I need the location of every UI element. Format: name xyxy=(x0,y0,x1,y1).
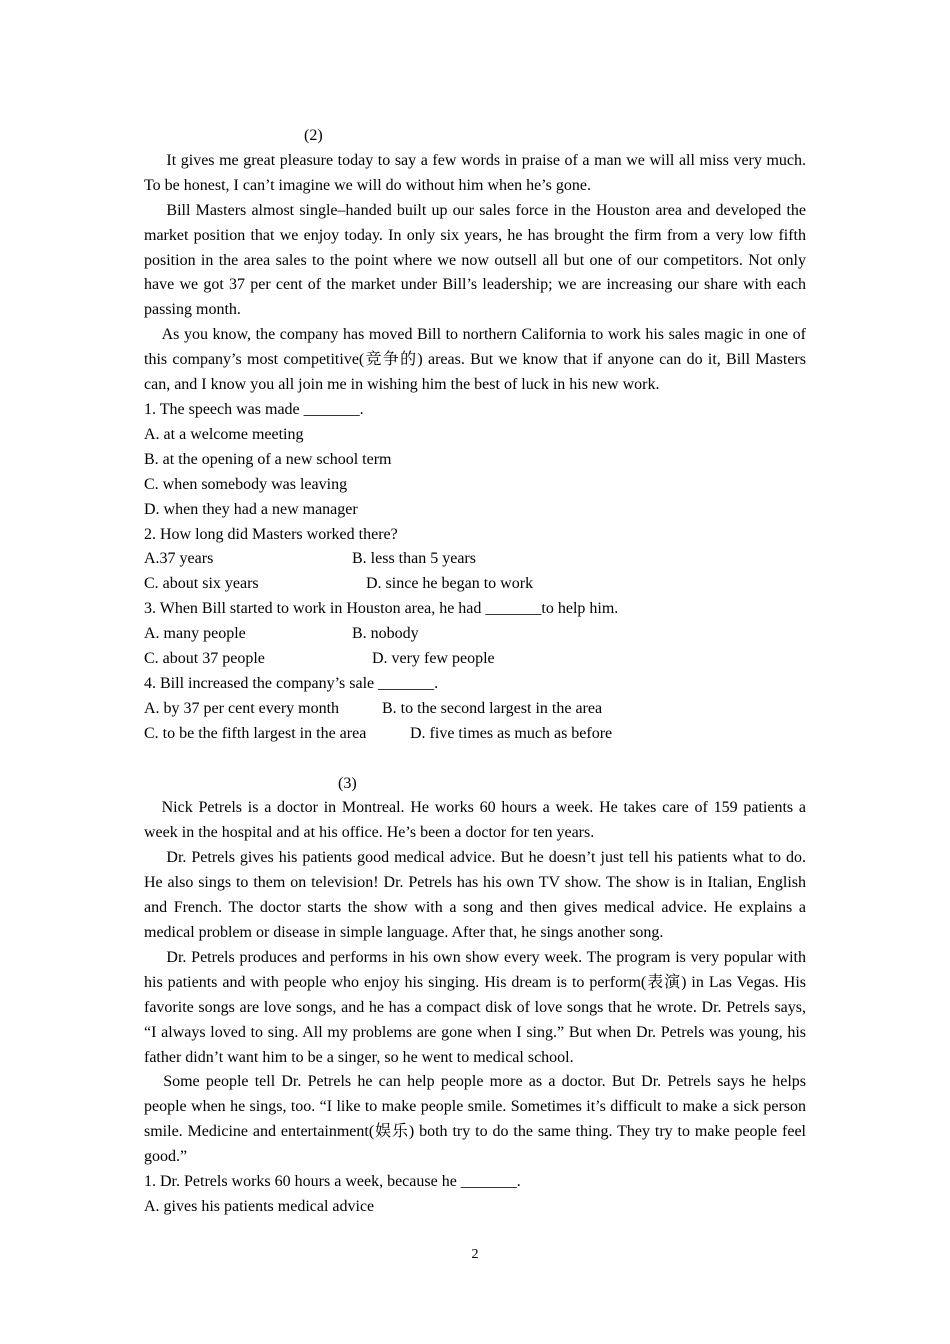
s2-q1-option-d: D. when they had a new manager xyxy=(144,500,358,518)
s2-q4-option-c: C. to be the fifth largest in the area xyxy=(144,724,367,742)
s2-q4-stem: 4. Bill increased the company’s sale _______. xyxy=(144,674,439,692)
s2-q2-options-ab xyxy=(144,547,806,572)
s2-q1-option-c: C. when somebody was leaving xyxy=(144,475,348,493)
page-content xyxy=(144,124,806,1220)
s2-q4-option-a: A. by 37 per cent every month xyxy=(144,699,340,717)
s2-paragraph-2: Bill Masters almost single–handed built up our sales force in the Houston area and developed the market position that we enjoy today. In only six years, he has brought the firm from a very low fifth position in the area sales to the point where we now outsell all but one of our competitors. Not only have we got 37 per cent of the market under Bill’s leadership; we are increasing our share with each passing month. xyxy=(144,201,806,319)
section-spacer xyxy=(144,747,806,772)
s2-q2-stem: 2. How long did Masters worked there? xyxy=(144,525,398,543)
s2-q4-options-ab xyxy=(144,697,806,722)
section-3-number: (3) xyxy=(338,774,357,792)
s2-q3-option-d: D. very few people xyxy=(372,650,495,668)
s2-q3-option-c: C. about 37 people xyxy=(144,650,265,668)
s2-q4-options-cd xyxy=(144,722,806,747)
s3-q1-stem: 1. Dr. Petrels works 60 hours a week, because he _______. xyxy=(144,1173,521,1191)
s2-q3-option-a: A. many people xyxy=(144,625,246,643)
s2-q2-option-a: A.37 years xyxy=(144,550,214,568)
section-2-number: (2) xyxy=(304,127,323,144)
s3-paragraph-4: Some people tell Dr. Petrels he can help people more as a doctor. But Dr. Petrels says he helps people when he sings, too. “I like to make people smile. Sometimes it’s difficult to make a sick person smile. Medicine and entertainment(娱乐) both try to do the same thing. They try to make people feel good.” xyxy=(144,1073,806,1166)
s3-paragraph-2: Dr. Petrels gives his patients good medical advice. But he doesn’t just tell his patients what to do. He also sings to them on television! Dr. Petrels has his own TV show. The show is in Italian, English and French. The doctor starts the show with a song and then gives medical advice. He explains a medical problem or disease in simple language. After that, he sings another song. xyxy=(144,849,806,941)
s2-q2-option-d: D. since he began to work xyxy=(366,575,534,593)
s3-q1-option-a: A. gives his patients medical advice xyxy=(144,1197,375,1215)
s3-paragraph-3: Dr. Petrels produces and performs in his own show every week. The program is very popular with his patients and with people who enjoy his singing. His dream is to perform(表演) in Las Vegas. His favorite songs are love songs, and he has a compact disk of love songs that he wrote. Dr. Petrels says, “I always loved to sing. All my problems are gone when I sing.” But when Dr. Petrels was young, his father didn’t want him to be a singer, so he went to medical school. xyxy=(144,948,806,1066)
s3-paragraph-1: Nick Petrels is a doctor in Montreal. He works 60 hours a week. He takes care of 159 patients a week in the hospital and at his office. He’s been a doctor for ten years. xyxy=(144,799,806,842)
s2-q3-options-ab xyxy=(144,622,806,647)
s2-q3-option-b: B. nobody xyxy=(352,625,419,643)
s2-q2-option-c: C. about six years xyxy=(144,575,259,593)
s2-q1-stem: 1. The speech was made _______. xyxy=(144,400,364,418)
s2-q2-option-b: B. less than 5 years xyxy=(352,550,476,568)
s2-q4-option-b: B. to the second largest in the area xyxy=(382,699,603,717)
s2-paragraph-1: It gives me great pleasure today to say a few words in praise of a man we will all miss very much. To be honest, I can’t imagine we will do without him when he’s gone. xyxy=(144,151,806,194)
s2-q3-stem: 3. When Bill started to work in Houston area, he had _______to help him. xyxy=(144,600,619,618)
s2-q1-option-b: B. at the opening of a new school term xyxy=(144,450,392,468)
s2-q4-option-d: D. five times as much as before xyxy=(410,724,613,742)
page-number: 2 xyxy=(471,1247,479,1262)
s2-q2-options-cd xyxy=(144,572,806,597)
s2-paragraph-3: As you know, the company has moved Bill to northern California to work his sales magic in one of this company’s most competitive(竞争的) areas. But we know that if anyone can do it, Bill Masters can, and I know you all join me in wishing him the best of luck in his new work. xyxy=(144,326,806,394)
s2-q1-option-a: A. at a welcome meeting xyxy=(144,425,304,443)
s2-q3-options-cd xyxy=(144,647,806,672)
